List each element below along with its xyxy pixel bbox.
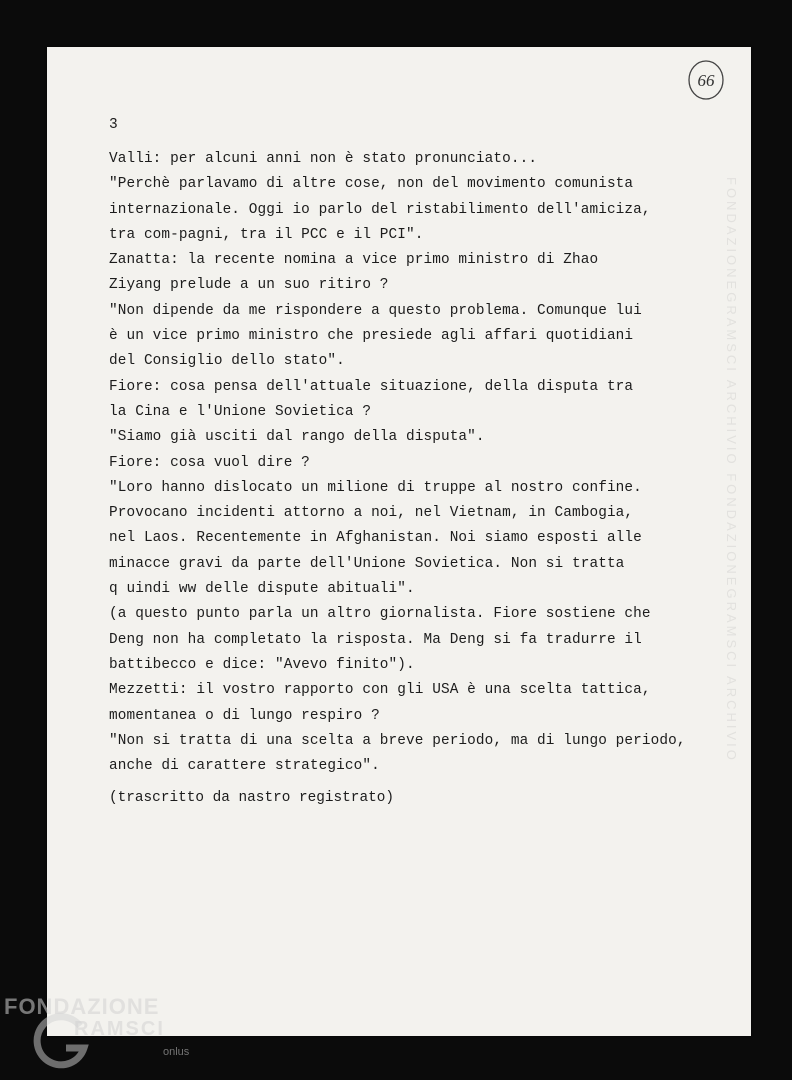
text-line: la Cina e l'Unione Sovietica ?: [109, 403, 372, 420]
text-line: battibecco e dice: "Avevo finito").: [109, 656, 415, 673]
logo-text-gramsci: RAMSCI: [74, 1018, 165, 1040]
text-line: "Perchè parlavamo di altre cose, non del movimento comunista: [109, 176, 634, 193]
watermark-text: FONDAZIONEGRAMSCI ARCHIVIO FONDAZIONEGRAMSCI ARCHIVIO: [724, 177, 739, 763]
text-line: "Non dipende da me rispondere a questo problema. Comunque lui: [109, 302, 642, 319]
document-page: [47, 47, 751, 1036]
text-line: del Consiglio dello stato".: [109, 353, 345, 370]
text-line: Provocano incidenti attorno a noi, nel Vietnam, in Cambogia,: [109, 505, 634, 522]
text-line: "Loro hanno dislocato un milione di truppe al nostro confine.: [109, 479, 642, 496]
logo-text-fondazione: FONDAZIONE: [4, 994, 160, 1019]
archive-number: 66: [697, 71, 715, 90]
logo-text-onlus: onlus: [163, 1046, 190, 1058]
text-line: (a questo punto parla un altro giornalista. Fiore sostiene che: [109, 606, 651, 623]
page-number: 3: [109, 117, 118, 133]
text-line: "Non si tratta di una scelta a breve periodo, ma di lungo periodo,: [109, 732, 686, 749]
text-line: internazionale. Oggi io parlo del ristabilimento dell'amiciza,: [109, 201, 651, 218]
text-line: momentanea o di lungo respiro ?: [109, 707, 380, 724]
text-line: anche di carattere strategico".: [109, 758, 380, 775]
text-line: Mezzetti: il vostro rapporto con gli USA è una scelta tattica,: [109, 682, 651, 699]
fondazione-gramsci-logo: [4, 990, 204, 1070]
text-line: nel Laos. Recentemente in Afghanistan. Noi siamo esposti alle: [109, 530, 642, 547]
archive-watermark: [721, 177, 743, 997]
typed-transcript: [109, 147, 729, 779]
text-line: minacce gravi da parte dell'Unione Sovietica. Non si tratta: [109, 555, 625, 572]
archive-number-stamp: [685, 59, 727, 101]
text-line: Fiore: cosa pensa dell'attuale situazione, della disputa tra: [109, 378, 634, 395]
text-line: tra com-pagni, tra il PCC e il PCI".: [109, 226, 424, 243]
text-line: "Siamo già usciti dal rango della disputa".: [109, 429, 485, 446]
text-line: Valli: per alcuni anni non è stato pronunciato...: [109, 151, 538, 167]
text-line: Deng non ha completato la risposta. Ma Deng si fa tradurre il: [109, 631, 642, 648]
text-line: Zanatta: la recente nomina a vice primo ministro di Zhao: [109, 252, 599, 269]
text-line: è un vice primo ministro che presiede agli affari quotidiani: [109, 328, 634, 345]
text-line: q uindi ww delle dispute abituali".: [109, 581, 415, 598]
text-line: Ziyang prelude a un suo ritiro ?: [109, 277, 389, 294]
transcription-note: (trascritto da nastro registrato): [109, 790, 394, 806]
text-line: Fiore: cosa vuol dire ?: [109, 454, 310, 471]
